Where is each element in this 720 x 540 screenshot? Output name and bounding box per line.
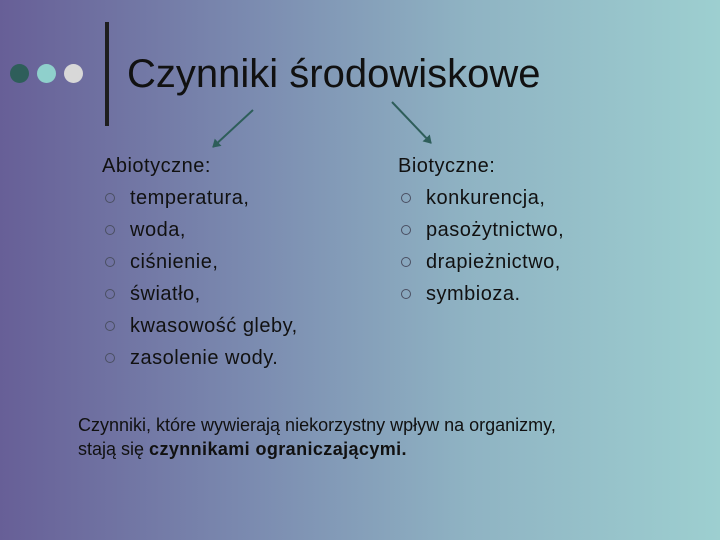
bullet-circle-icon — [105, 193, 115, 203]
arrow-right-icon — [392, 102, 431, 143]
abiotic-list — [102, 182, 298, 374]
abiotic-heading: Abiotyczne: — [102, 155, 211, 177]
abiotic-item — [102, 310, 298, 342]
biotic-item-label: drapieżnictwo, — [426, 251, 561, 273]
bullet-circle-icon — [401, 193, 411, 203]
bullet-circle-icon — [105, 321, 115, 331]
note-line-2 — [78, 437, 698, 461]
bullet-circle-icon — [105, 257, 115, 267]
biotic-heading: Biotyczne: — [398, 155, 496, 177]
abiotic-item-label: ciśnienie, — [130, 251, 219, 273]
abiotic-item — [102, 342, 298, 374]
biotic-item — [398, 278, 564, 310]
abiotic-item-label: temperatura, — [130, 187, 250, 209]
abiotic-item-label: woda, — [130, 219, 186, 241]
arrow-left-icon — [213, 110, 253, 147]
slide-title: Czynniki środowiskowe — [127, 52, 541, 96]
abiotic-item — [102, 278, 298, 310]
abiotic-item-label: zasolenie wody. — [130, 347, 279, 369]
biotic-list — [398, 182, 564, 310]
bullet-circle-icon — [105, 225, 115, 235]
abiotic-item — [102, 182, 298, 214]
abiotic-item — [102, 214, 298, 246]
abiotic-item-label: kwasowość gleby, — [130, 315, 298, 337]
abiotic-item — [102, 246, 298, 278]
abiotic-column — [102, 150, 298, 374]
limiting-factors-note — [78, 413, 698, 461]
biotic-column — [398, 150, 564, 310]
note-line-1: Czynniki, które wywierają niekorzystny wpływ na organizmy, — [78, 415, 556, 435]
note-line-2-bold: czynnikami ograniczającymi. — [149, 439, 407, 459]
biotic-item-label: pasożytnictwo, — [426, 219, 565, 241]
biotic-item — [398, 214, 564, 246]
bullet-circle-icon — [401, 289, 411, 299]
biotic-item-label: konkurencja, — [426, 187, 546, 209]
biotic-item — [398, 182, 564, 214]
biotic-item — [398, 246, 564, 278]
note-line-2-prefix: stają się — [78, 439, 150, 459]
bullet-circle-icon — [401, 225, 411, 235]
bullet-circle-icon — [105, 353, 115, 363]
abiotic-item-label: światło, — [130, 283, 201, 305]
bullet-circle-icon — [401, 257, 411, 267]
bullet-circle-icon — [105, 289, 115, 299]
biotic-item-label: symbioza. — [426, 283, 521, 305]
